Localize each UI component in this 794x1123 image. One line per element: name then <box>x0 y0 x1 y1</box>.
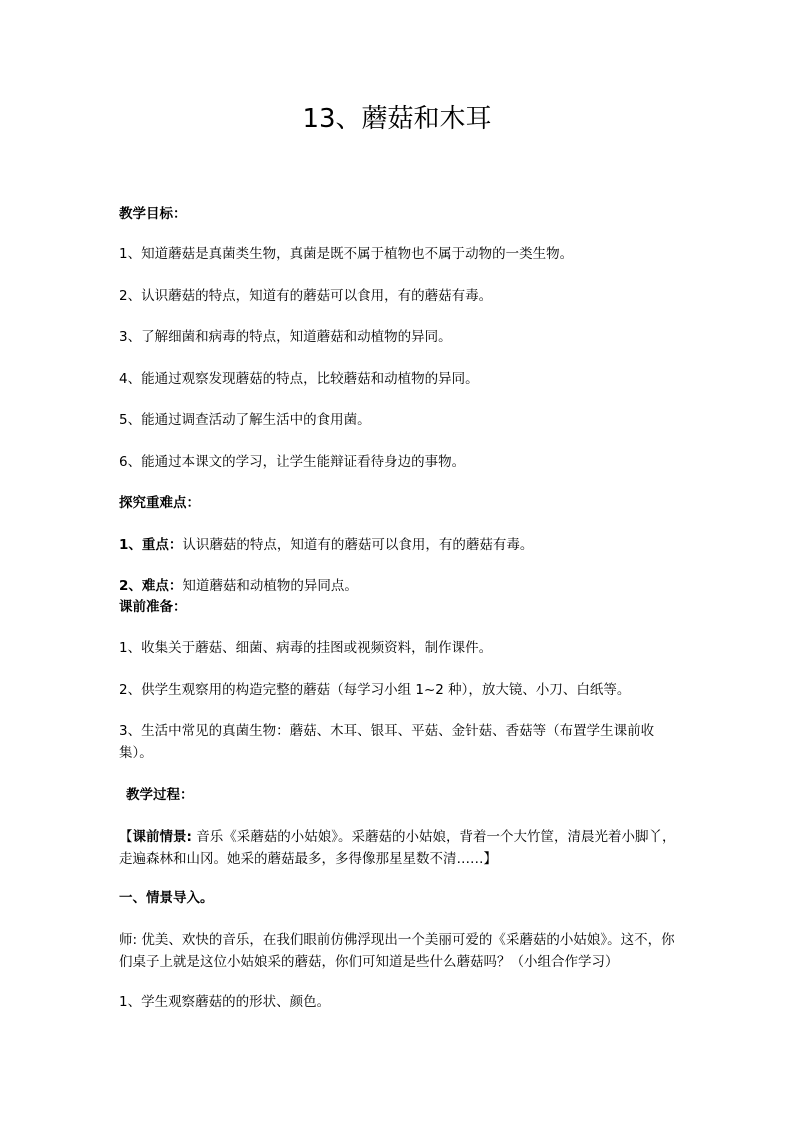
preparation-item-3: 3、生活中常见的真菌生物：蘑菇、木耳、银耳、平菇、金针菇、香菇等（布置学生课前收集）。 <box>119 723 655 761</box>
difficulty-label: 2、难点： <box>119 578 183 594</box>
scene-label: 课前情景: <box>132 829 192 845</box>
key-point-item-2 <box>119 575 679 597</box>
objectives-heading: 教学目标： <box>119 206 187 222</box>
objective-item-6: 6、能通过本课文的学习，让学生能辩证看待身边的事物。 <box>119 454 466 470</box>
preparation-heading: 课前准备： <box>119 599 187 615</box>
scene-text: 音乐《采蘑菇的小姑娘》。采蘑菇的小姑娘，背着一个大竹筐，清晨光着小脚丫，走遍森林和山冈。她采的蘑菇最多，多得像那星星数不清……】 <box>119 829 676 867</box>
scene-open-bracket: 【 <box>119 829 133 845</box>
objective-item-5: 5、能通过调查活动了解生活中的食用菌。 <box>119 412 371 428</box>
process-heading: 教学过程： <box>126 787 194 803</box>
preparation-item-2: 2、供学生观察用的构造完整的蘑菇（每学习小组 1~2 种），放大镜、小刀、白纸等。 <box>119 682 631 698</box>
key-point-label: 1、重点： <box>119 537 183 553</box>
preparation-item-1: 1、收集关于蘑菇、细菌、病毒的挂图或视频资料，制作课件。 <box>119 640 493 656</box>
objective-item-2: 2、认识蘑菇的特点，知道有的蘑菇可以食用，有的蘑菇有毒。 <box>119 288 493 304</box>
key-point-text: 认识蘑菇的特点，知道有的蘑菇可以食用，有的蘑菇有毒。 <box>182 537 534 553</box>
key-points-heading: 探究重难点： <box>119 495 200 511</box>
objective-item-3: 3、了解细菌和病毒的特点，知道蘑菇和动植物的异同。 <box>119 329 452 345</box>
difficulty-text: 知道蘑菇和动植物的异同点。 <box>182 578 358 594</box>
key-point-item-1 <box>119 534 679 556</box>
teacher-paragraph: 师: 优美、欢快的音乐，在我们眼前仿佛浮现出一个美丽可爱的《采蘑菇的小姑娘》。这不，你们桌子上就是这位小姑娘采的蘑菇，你们可知道是些什么蘑菇吗？（小组合作学习） <box>119 932 675 970</box>
section-intro-heading: 一、情景导入。 <box>119 890 214 906</box>
objective-item-4: 4、能通过观察发现蘑菇的特点，比较蘑菇和动植物的异同。 <box>119 371 479 387</box>
scene-paragraph <box>119 826 681 870</box>
step-1: 1、学生观察蘑菇的的形状、颜色。 <box>119 994 331 1010</box>
objective-item-1: 1、知道蘑菇是真菌类生物，真菌是既不属于植物也不属于动物的一类生物。 <box>119 246 574 262</box>
page-title: 13、蘑菇和木耳 <box>302 104 492 134</box>
